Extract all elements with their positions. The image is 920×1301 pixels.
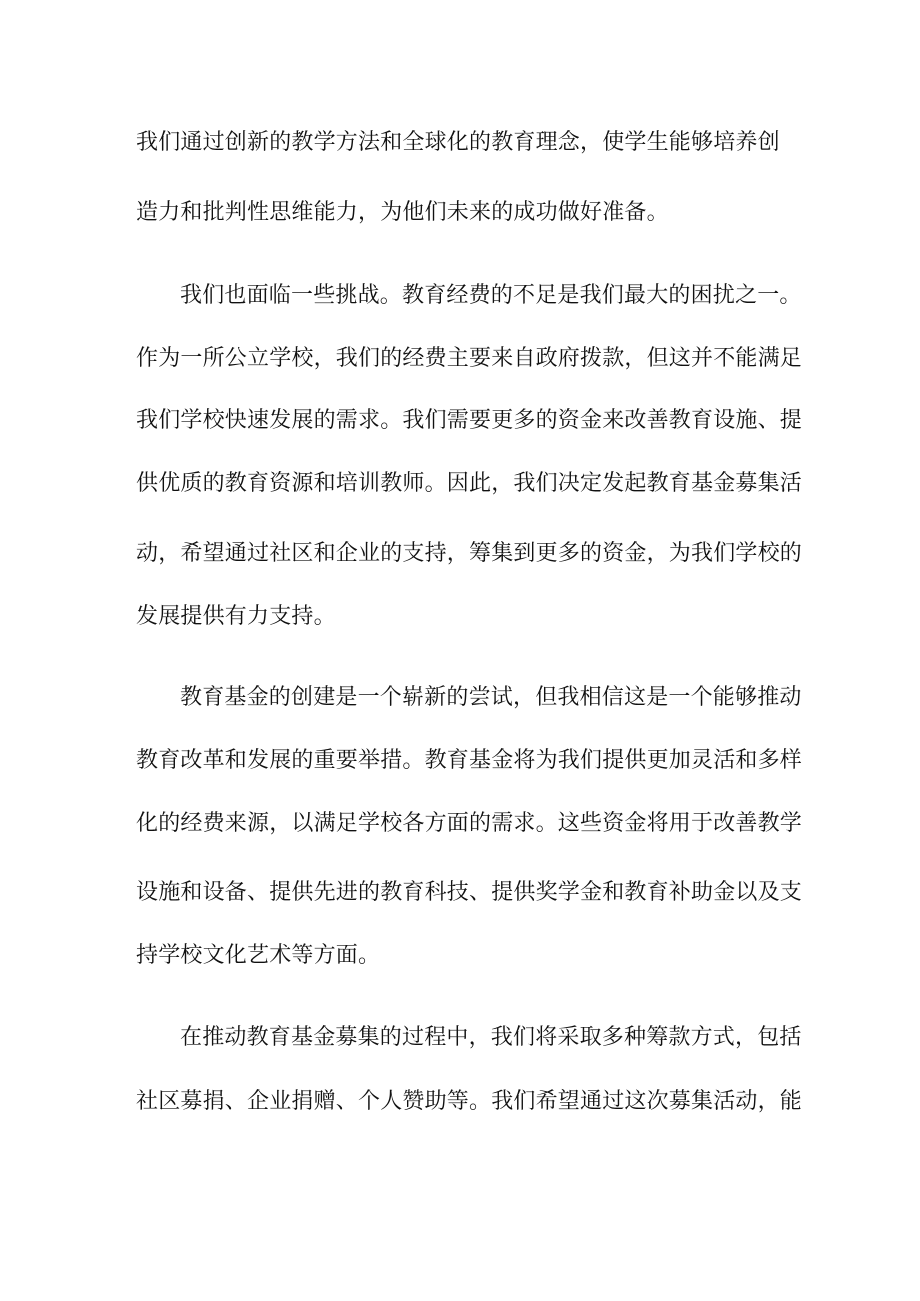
paragraph-4-line-2: 社区募捐、企业捐赠、个人赞助等。我们希望通过这次募集活动，能 [136, 1089, 803, 1114]
paragraph-4-line-1: 在推动教育基金募集的过程中，我们将采取多种筹款方式，包括 [180, 1025, 802, 1050]
paragraph-3-line-4: 设施和设备、提供先进的教育科技、提供奖学金和教育补助金以及支 [136, 880, 803, 905]
paragraph-3-line-3: 化的经费来源，以满足学校各方面的需求。这些资金将用于改善教学 [136, 811, 803, 836]
paragraph-2-line-4: 供优质的教育资源和培训教师。因此，我们决定发起教育基金募集活 [136, 471, 803, 496]
paragraph-3-line-1: 教育基金的创建是一个崭新的尝试，但我相信这是一个能够推动 [180, 685, 802, 710]
paragraph-3-line-2: 教育改革和发展的重要举措。教育基金将为我们提供更加灵活和多样 [136, 748, 803, 773]
paragraph-2-line-1: 我们也面临一些挑战。教育经费的不足是我们最大的困扰之一。 [180, 283, 802, 308]
paragraph-2-line-2: 作为一所公立学校，我们的经费主要来自政府拨款，但这并不能满足 [136, 346, 803, 371]
paragraph-2-line-5: 动，希望通过社区和企业的支持，筹集到更多的资金，为我们学校的 [136, 541, 803, 566]
paragraph-2-line-6: 发展提供有力支持。 [136, 604, 336, 629]
paragraph-1-line-1: 我们通过创新的教学方法和全球化的教育理念，使学生能够培养创 [136, 130, 780, 155]
paragraph-3-line-5: 持学校文化艺术等方面。 [136, 943, 381, 968]
paragraph-2-line-3: 我们学校快速发展的需求。我们需要更多的资金来改善教育设施、提 [136, 408, 803, 433]
paragraph-1-line-2: 造力和批判性思维能力，为他们未来的成功做好准备。 [136, 200, 669, 225]
